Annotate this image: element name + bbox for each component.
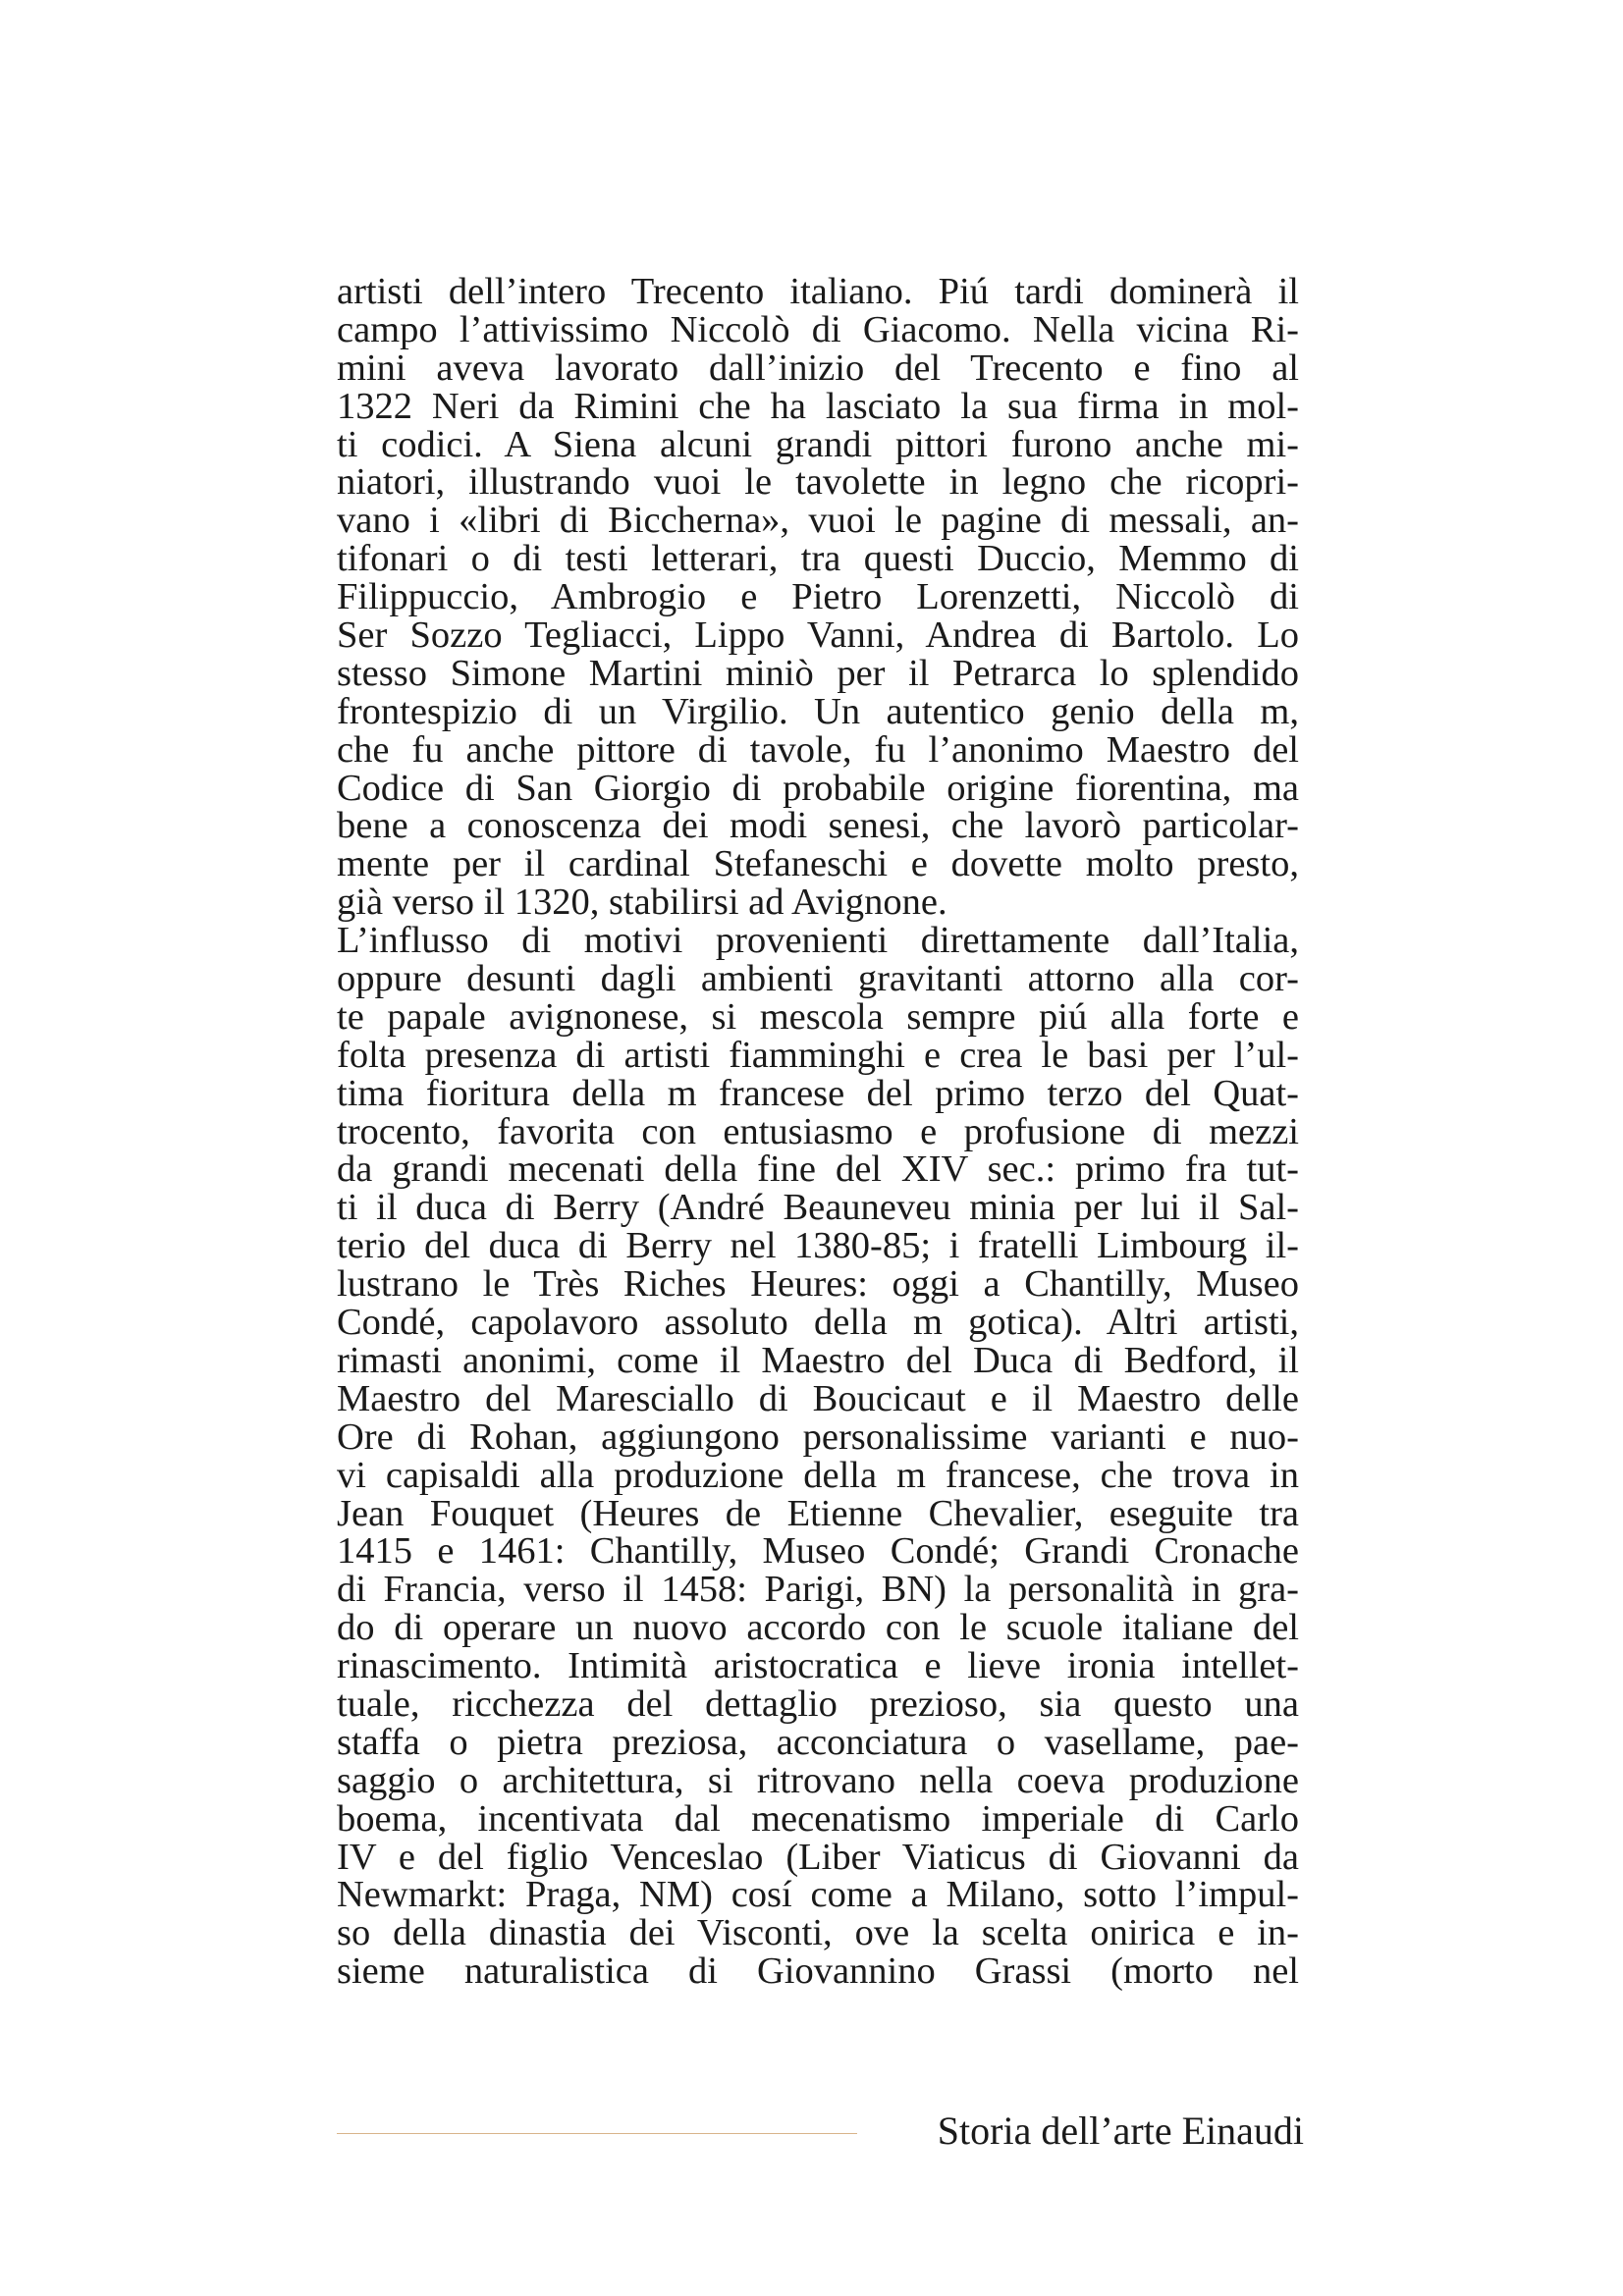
text-line: campo l’attivissimo Niccolò di Giacomo. Nella vicina Ri- — [337, 308, 1299, 350]
text-line: Newmarkt: Praga, NM) cosí come a Milano, sotto l’impul- — [337, 1874, 1299, 1916]
text-line: mini aveva lavorato dall’inizio del Trecento e fino al — [337, 347, 1299, 389]
text-line: tifonari o di testi letterari, tra questi Duccio, Memmo di — [337, 538, 1299, 580]
text-line: da grandi mecenati della fine del XIV sec.: primo fra tut- — [337, 1148, 1299, 1191]
text-line: ti il duca di Berry (André Beauneveu minia per lui il Sal- — [337, 1187, 1299, 1229]
text-line: so della dinastia dei Visconti, ove la scelta onirica e in- — [337, 1912, 1299, 1954]
text-line: folta presenza di artisti fiamminghi e crea le basi per l’ul- — [337, 1034, 1299, 1076]
text-line: Condé, capolavoro assoluto della m gotica). Altri artisti, — [337, 1302, 1299, 1344]
text-line: tuale, ricchezza del dettaglio prezioso, sia questo una — [337, 1682, 1299, 1725]
text-line: ti codici. A Siena alcuni grandi pittori furono anche mi- — [337, 423, 1299, 465]
text-line: rinascimento. Intimità aristocratica e lieve ironia intellet- — [337, 1645, 1299, 1687]
text-line: niatori, illustrando vuoi le tavolette in legno che ricopri- — [337, 461, 1299, 504]
text-line: do di operare un nuovo accordo con le scuole italiane del — [337, 1607, 1299, 1649]
text-line: Maestro del Maresciallo di Boucicaut e il Maestro delle — [337, 1377, 1299, 1419]
text-line: sieme naturalistica di Giovannino Grassi (morto nel — [337, 1950, 1299, 1993]
body-text — [337, 273, 1299, 1991]
text-line: frontespizio di un Virgilio. Un autentico genio della m, — [337, 690, 1299, 732]
text-line: vano i «libri di Biccherna», vuoi le pagine di messali, an- — [337, 500, 1299, 542]
text-line: artisti dell’intero Trecento italiano. Piú tardi dominerà il — [337, 271, 1299, 312]
text-line: Codice di San Giorgio di probabile origine fiorentina, ma — [337, 767, 1299, 809]
text-line: vi capisaldi alla produzione della m francese, che trova in — [337, 1454, 1299, 1496]
text-line: L’influsso di motivi provenienti direttamente dall’Italia, — [337, 920, 1299, 962]
text-line: Jean Fouquet (Heures de Etienne Chevalier, eseguite tra — [337, 1492, 1299, 1534]
text-line: staffa o pietra preziosa, acconciatura o vasellame, pae- — [337, 1721, 1299, 1763]
text-line: 1415 e 1461: Chantilly, Museo Condé; Grandi Cronache — [337, 1530, 1299, 1573]
text-line: IV e del figlio Venceslao (Liber Viaticus di Giovanni da — [337, 1836, 1299, 1878]
text-line: Filippuccio, Ambrogio e Pietro Lorenzetti, Niccolò di — [337, 576, 1299, 618]
text-line: 1322 Neri da Rimini che ha lasciato la sua firma in mol- — [337, 385, 1299, 427]
footer-title: Storia dell’arte Einaudi — [937, 2109, 1304, 2153]
text-line: lustrano le Très Riches Heures: oggi a Chantilly, Museo — [337, 1263, 1299, 1306]
text-line: di Francia, verso il 1458: Parigi, BN) la personalità in gra- — [337, 1569, 1299, 1611]
text-line: tima fioritura della m francese del primo terzo del Quat- — [337, 1072, 1299, 1114]
text-line: rimasti anonimi, come il Maestro del Duca di Bedford, il — [337, 1339, 1299, 1381]
text-line: bene a conoscenza dei modi senesi, che lavorò particolar- — [337, 805, 1299, 847]
text-line: te papale avignonese, si mescola sempre piú alla forte e — [337, 995, 1299, 1038]
text-line: Ore di Rohan, aggiungono personalissime varianti e nuo- — [337, 1415, 1299, 1458]
text-line: Ser Sozzo Tegliacci, Lippo Vanni, Andrea di Bartolo. Lo — [337, 614, 1299, 657]
text-line: saggio o architettura, si ritrovano nella coeva produzione — [337, 1759, 1299, 1801]
text-line: terio del duca di Berry nel 1380-85; i fratelli Limbourg il- — [337, 1225, 1299, 1267]
text-line: che fu anche pittore di tavole, fu l’anonimo Maestro del — [337, 728, 1299, 771]
text-line: mente per il cardinal Stefaneschi e dovette molto presto, — [337, 843, 1299, 885]
text-line: già verso il 1320, stabilirsi ad Avignone. — [337, 881, 947, 924]
text-line: boema, incentivata dal mecenatismo imperiale di Carlo — [337, 1797, 1299, 1840]
text-line: oppure desunti dagli ambienti gravitanti attorno alla cor- — [337, 958, 1299, 1000]
text-line: trocento, favorita con entusiasmo e profusione di mezzi — [337, 1110, 1299, 1152]
footer-rule — [337, 2133, 857, 2134]
text-line: stesso Simone Martini miniò per il Petrarca lo splendido — [337, 652, 1299, 694]
